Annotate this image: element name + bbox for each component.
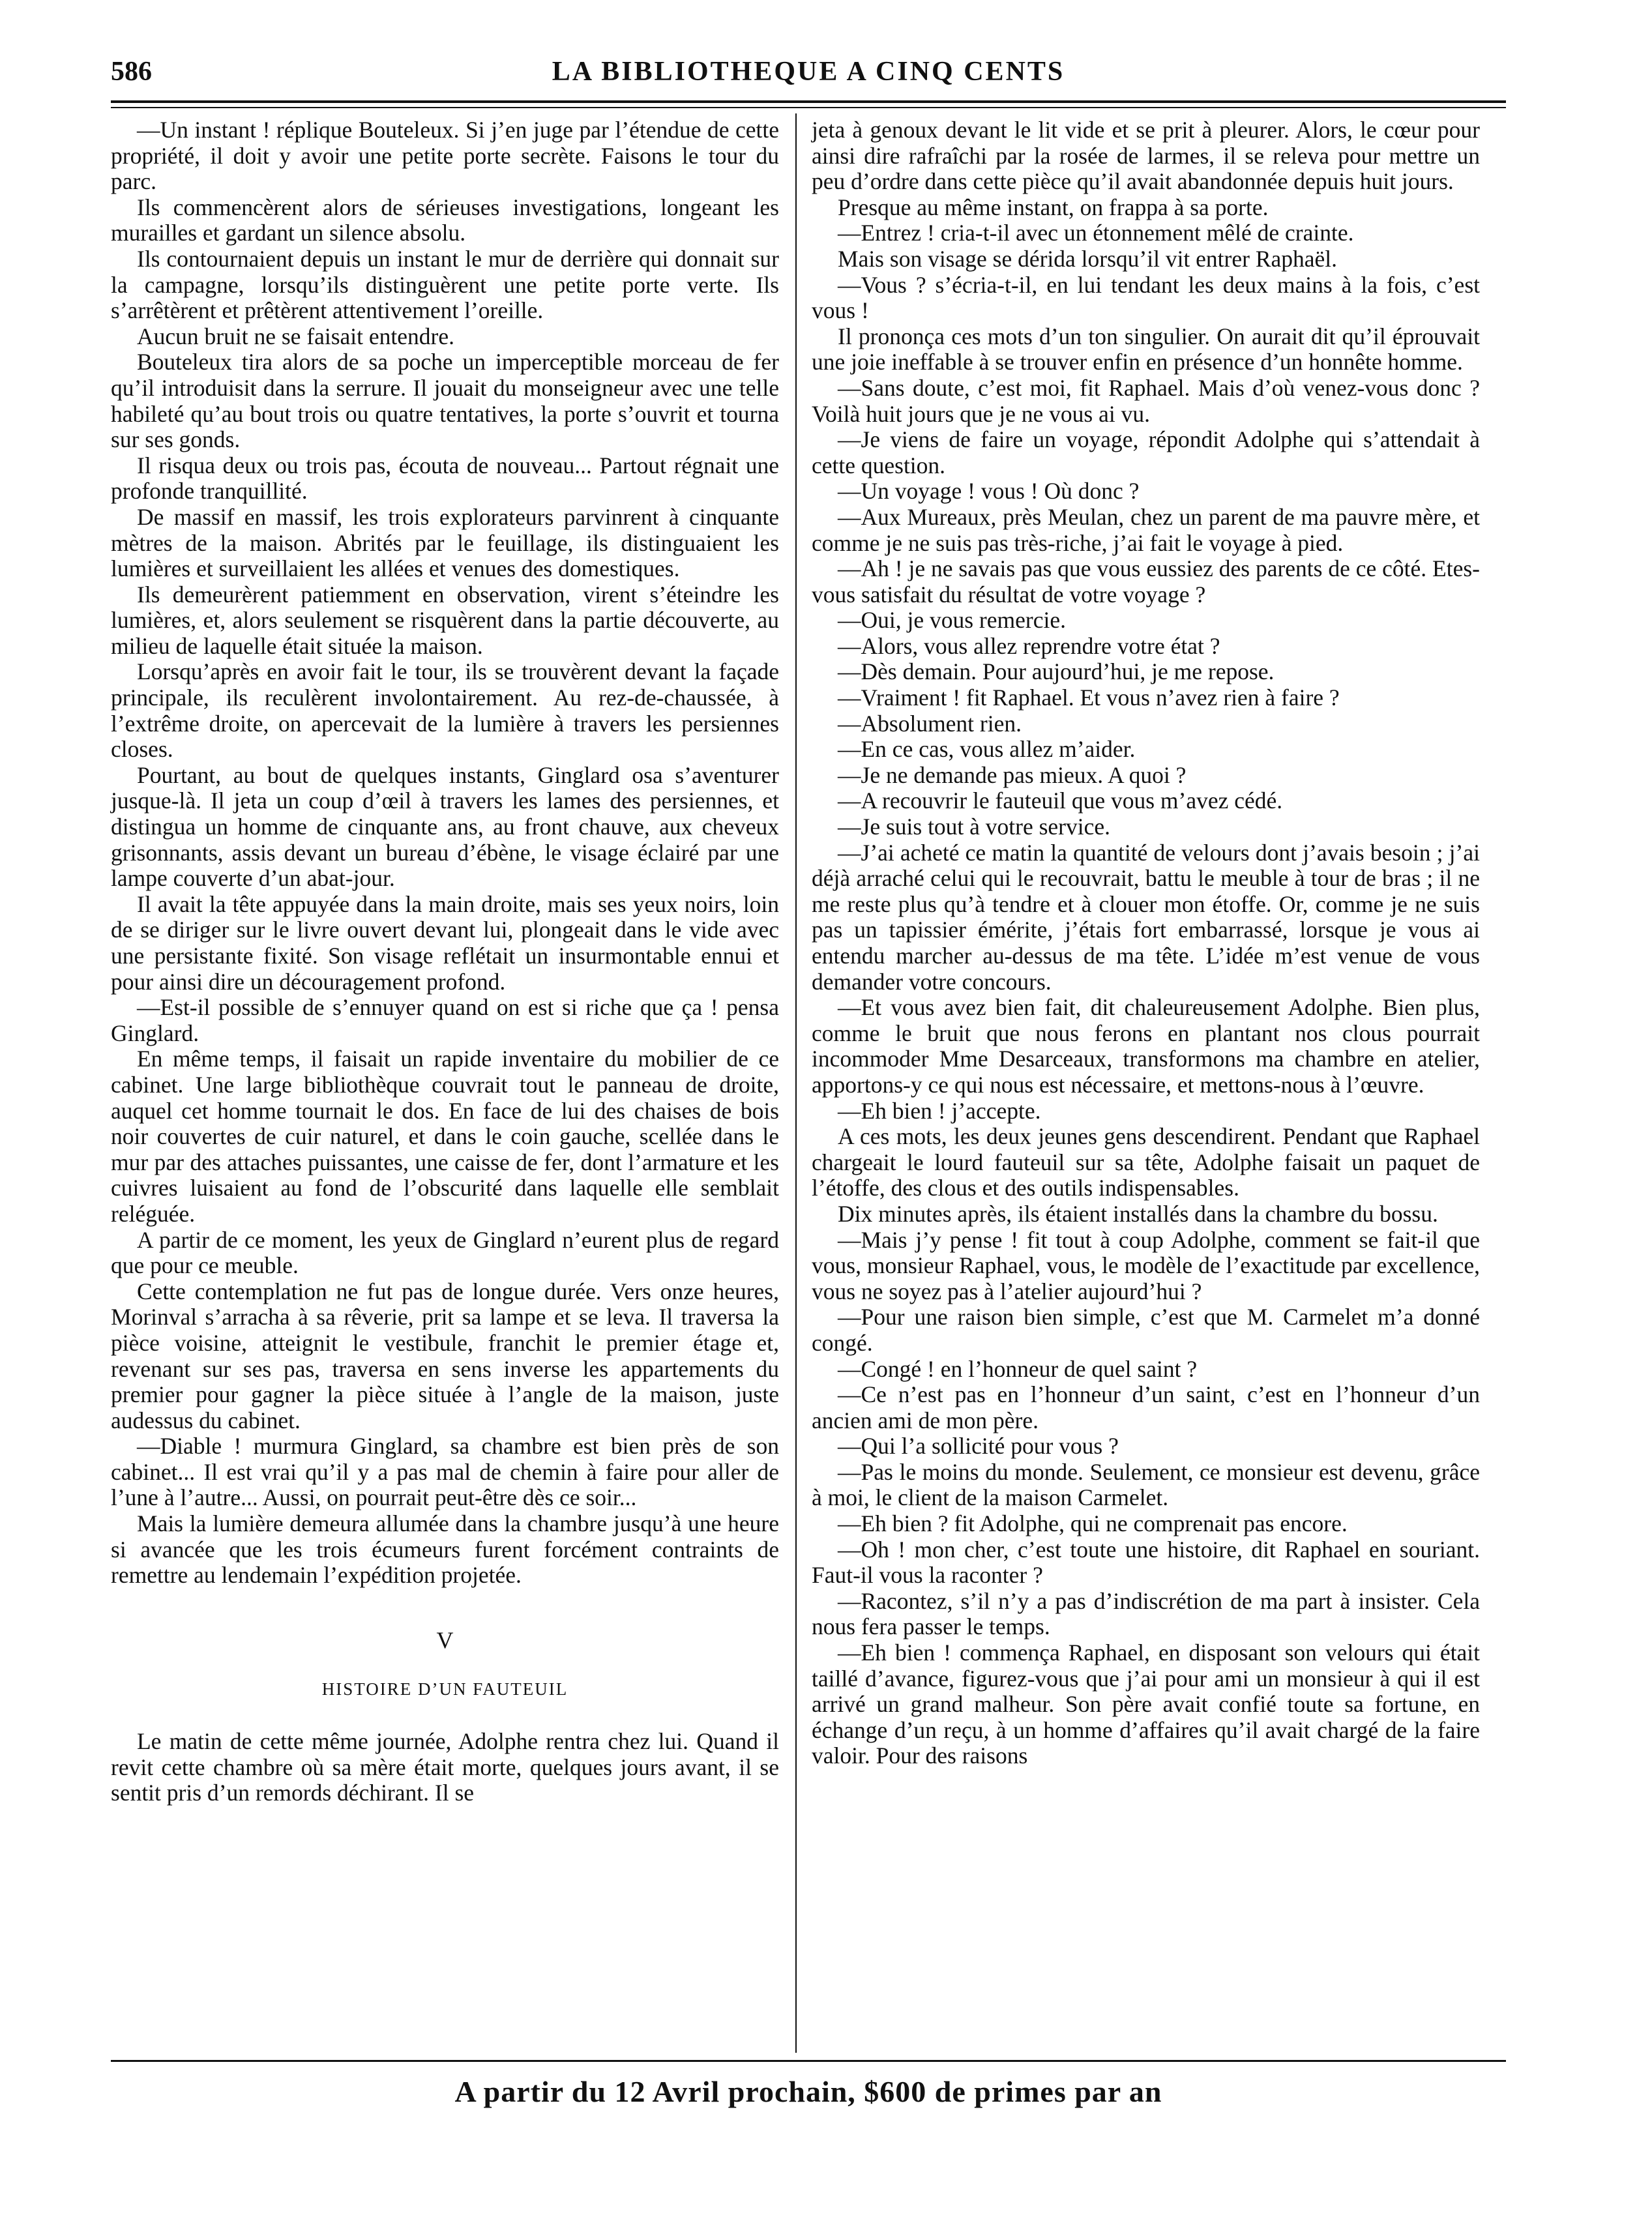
- column-separator: [795, 113, 797, 2053]
- paragraph: —Je suis tout à votre service.: [838, 814, 1111, 840]
- paragraph: —Congé ! en l’honneur de quel saint ?: [838, 1355, 1198, 1382]
- footer-rule: [111, 2060, 1506, 2062]
- paragraph: —Racontez, s’il n’y a pas d’indiscrétion de ma part à insister. Cela nous fera passer le temps.: [812, 1587, 1480, 1640]
- paragraph: —Mais j’y pense ! fit tout à coup Adolphe, comment se fait-il que vous, monsieur Raphael, vous, le modèle de l’exactitude par excellence, vous ne soyez pas à l’atelier aujourd’hui ?: [812, 1226, 1480, 1304]
- section-title: HISTOIRE D’UN FAUTEUIL: [321, 1679, 568, 1699]
- paragraph: A ces mots, les deux jeunes gens descendirent. Pendant que Raphael chargeait le lourd fauteuil sur sa tête, Adolphe faisait un paquet de l’étoffe, des clous et des outils indispensables.: [812, 1123, 1480, 1201]
- paragraph: —En ce cas, vous allez m’aider.: [838, 736, 1136, 763]
- paragraph: —Sans doute, c’est moi, fit Raphael. Mais d’où venez-vous donc ? Voilà huit jours que je ne vous ai vu.: [812, 374, 1480, 427]
- newspaper-page: [111, 46, 1506, 2184]
- paragraph: Ils demeurèrent patiemment en observation, virent s’éteindre les lumières, et, alors seulement se risquèrent dans la partie découverte, au milieu de laquelle était située la maison.: [111, 581, 779, 659]
- header-rule-thin: [111, 107, 1506, 108]
- paragraph: —Absolument rien.: [838, 710, 1022, 737]
- paragraph: Bouteleux tira alors de sa poche un imperceptible morceau de fer qu’il introduisit dans la serrure. Il jouait du monseigneur avec une telle habileté qu’au bout trois ou quatre tentatives, la porte s’ouvrit et tourna sur ses gonds.: [111, 349, 779, 453]
- section-number: V: [436, 1626, 454, 1653]
- paragraph: Mais son visage se dérida lorsqu’il vit entrer Raphaël.: [838, 245, 1338, 272]
- paragraph: —Aux Mureaux, près Meulan, chez un parent de ma pauvre mère, et comme je ne suis pas très-riche, j’ai fait le voyage à pied.: [812, 503, 1480, 556]
- paragraph: —Eh bien ? fit Adolphe, qui ne comprenait pas encore.: [838, 1510, 1348, 1537]
- footer-notice: A partir du 12 Avril prochain, $600 de primes par an: [454, 2075, 1162, 2108]
- paragraph: —Oui, je vous remercie.: [838, 607, 1066, 634]
- paragraph: —A recouvrir le fauteuil que vous m’avez cédé.: [838, 787, 1283, 814]
- paragraph: —Vous ? s’écria-t-il, en lui tendant les deux mains à la fois, c’est vous !: [812, 271, 1480, 324]
- right-column: [812, 117, 1480, 1769]
- paragraph: —Vraiment ! fit Raphael. Et vous n’avez rien à faire ?: [838, 684, 1340, 711]
- paragraph: Cette contemplation ne fut pas de longue durée. Vers onze heures, Morinval s’arracha à sa rêverie, prit sa lampe et se leva. Il traversa la pièce voisine, atteignit le vestibule, franchit le premier étage et, revenant sur ses pas, traversa en sens inverse les appartements du premier pour gagner la pièce située à l’angle de la maison, juste audessus du cabinet.: [111, 1278, 779, 1433]
- paragraph: —J’ai acheté ce matin la quantité de velours dont j’avais besoin ; j’ai déjà arraché celui qui le recouvrait, battu le meuble à tour de bras ; il ne me reste plus qu’à tendre et à clouer mon étoffe. Or, comme je ne suis pas un tapissier émérite, j’étais fort embarrassé, lorsque je vous ai entendu marcher au-dessus de ma tête. L’idée m’est venue de vous demander votre concours.: [812, 839, 1480, 995]
- paragraph: —Ah ! je ne savais pas que vous eussiez des parents de ce côté. Etes-vous satisfait du résultat de votre voyage ?: [812, 555, 1480, 608]
- paragraph: —Entrez ! cria-t-il avec un étonnement mêlé de crainte.: [838, 220, 1354, 246]
- paragraph: —Dès demain. Pour aujourd’hui, je me repose.: [838, 658, 1275, 685]
- paragraph: —Diable ! murmura Ginglard, sa chambre est bien près de son cabinet... Il est vrai qu’il y a pas mal de chemin à faire pour aller de l’une à l’autre... Aussi, on pourrait peut-être dès ce soir...: [111, 1433, 779, 1511]
- paragraph: Lorsqu’après en avoir fait le tour, ils se trouvèrent devant la façade principale, ils reculèrent involontairement. Au rez-de-chaussée, à l’extrême droite, on apercevait de la lumière à travers les persiennes closes.: [111, 658, 779, 763]
- paragraph: —Ce n’est pas en l’honneur d’un saint, c’est en l’honneur d’un ancien ami de mon père.: [812, 1381, 1480, 1433]
- paragraph: Mais la lumière demeura allumée dans la chambre jusqu’à une heure si avancée que les trois écumeurs furent forcément contraints de remettre au lendemain l’expédition projetée.: [111, 1510, 779, 1589]
- paragraph: Il risqua deux ou trois pas, écouta de nouveau... Partout régnait une profonde tranquillité.: [111, 452, 779, 505]
- paragraph: jeta à genoux devant le lit vide et se prit à pleurer. Alors, le cœur pour ainsi dire rafraîchi par la rosée de larmes, il se releva pour mettre un peu d’ordre dans cette pièce qu’il avait abandonnée depuis huit jours.: [812, 117, 1480, 195]
- page-header: [111, 52, 1506, 98]
- paragraph: Dix minutes après, ils étaient installés dans la chambre du bossu.: [838, 1200, 1438, 1227]
- running-title: LA BIBLIOTHEQUE A CINQ CENTS: [552, 57, 1065, 87]
- paragraph: Presque au même instant, on frappa à sa porte.: [838, 194, 1269, 220]
- paragraph: Pourtant, au bout de quelques instants, Ginglard osa s’aventurer jusque-là. Il jeta un coup d’œil à travers les lames des persiennes, et distingua un homme de cinquante ans, au front chauve, aux cheveux grisonnants, assis devant un bureau d’ébène, le visage éclairé par une lampe couverte d’un abat-jour.: [111, 761, 779, 892]
- paragraph: Il prononça ces mots d’un ton singulier. On aurait dit qu’il éprouvait une joie ineffable à se trouver enfin en présence d’un honnête homme.: [812, 323, 1480, 375]
- paragraph: En même temps, il faisait un rapide inventaire du mobilier de ce cabinet. Une large bibliothèque couvrait tout le panneau de droite, auquel cet homme tournait le dos. En face de lui des chaises de bois noir couvertes de cuir naturel, et dans le coin gauche, scellée dans le mur par des attaches puissantes, une caisse de fer, dont l’armature et les cuivres luisaient au fond de l’obscurité dans laquelle elle semblait reléguée.: [111, 1046, 779, 1227]
- paragraph: —Un voyage ! vous ! Où donc ?: [838, 478, 1140, 505]
- paragraph: —Eh bien ! j’accepte.: [838, 1097, 1041, 1124]
- paragraph: Ils contournaient depuis un instant le mur de derrière qui donnait sur la campagne, lorsqu’ils distinguèrent une petite porte verte. Ils s’arrêtèrent et prêtèrent attentivement l’oreille.: [111, 245, 779, 324]
- paragraph: —Un instant ! réplique Bouteleux. Si j’en juge par l’étendue de cette propriété, il doit y avoir une petite porte secrète. Faisons le tour du parc.: [111, 117, 779, 195]
- paragraph: —Alors, vous allez reprendre votre état ?: [838, 632, 1220, 659]
- paragraph: —Pour une raison bien simple, c’est que M. Carmelet m’a donné congé.: [812, 1304, 1480, 1356]
- paragraph: —Qui l’a sollicité pour vous ?: [838, 1433, 1119, 1460]
- paragraph: Aucun bruit ne se faisait entendre.: [137, 323, 454, 349]
- paragraph: Il avait la tête appuyée dans la main droite, mais ses yeux noirs, loin de se diriger sur le livre ouvert devant lui, plongeait dans le vide avec une persistante fixité. Son visage reflétait un insurmontable ennui et pour ainsi dire un découragement profond.: [111, 890, 779, 995]
- paragraph: —Je viens de faire un voyage, répondit Adolphe qui s’attendait à cette question.: [812, 426, 1480, 478]
- header-rule-thick: [111, 100, 1506, 103]
- paragraph: —Et vous avez bien fait, dit chaleureusement Adolphe. Bien plus, comme le bruit que nous ferons en plantant nos clous pourrait incommoder Mme Desarceaux, transformons ma chambre en atelier, apportons-y ce qui nous est nécessaire, et mettons-nous à l’œuvre.: [812, 994, 1480, 1098]
- paragraph: —Oh ! mon cher, c’est toute une histoire, dit Raphael en souriant. Faut-il vous la raconter ?: [812, 1536, 1480, 1589]
- page-number: 586: [111, 57, 152, 87]
- paragraph: Ils commencèrent alors de sérieuses investigations, longeant les murailles et gardant un silence absolu.: [111, 194, 779, 246]
- paragraph: —Je ne demande pas mieux. A quoi ?: [838, 761, 1187, 788]
- left-column: [111, 117, 779, 1806]
- paragraph: —Eh bien ! commença Raphael, en disposant son velours qui était taillé d’avance, figurez-vous que j’ai pour ami un monsieur à qui il est arrivé un grand malheur. Son père avait confié toute sa fortune, en échange d’un reçu, à un homme d’affaires qu’il avait chargé de la faire valoir. Pour des raisons: [812, 1639, 1480, 1769]
- paragraph: —Pas le moins du monde. Seulement, ce monsieur est devenu, grâce à moi, le client de la maison Carmelet.: [812, 1458, 1480, 1511]
- paragraph: A partir de ce moment, les yeux de Ginglard n’eurent plus de regard que pour ce meuble.: [111, 1226, 779, 1279]
- paragraph: —Est-il possible de s’ennuyer quand on est si riche que ça ! pensa Ginglard.: [111, 994, 779, 1046]
- paragraph: Le matin de cette même journée, Adolphe rentra chez lui. Quand il revit cette chambre où sa mère était morte, quelques jours avant, il se sentit pris d’un remords déchirant. Il se: [111, 1728, 779, 1806]
- paragraph: De massif en massif, les trois explorateurs parvinrent à cinquante mètres de la maison. Abrités par le feuillage, ils distinguaient les lumières et surveillaient les allées et venues des domestiques.: [111, 503, 779, 582]
